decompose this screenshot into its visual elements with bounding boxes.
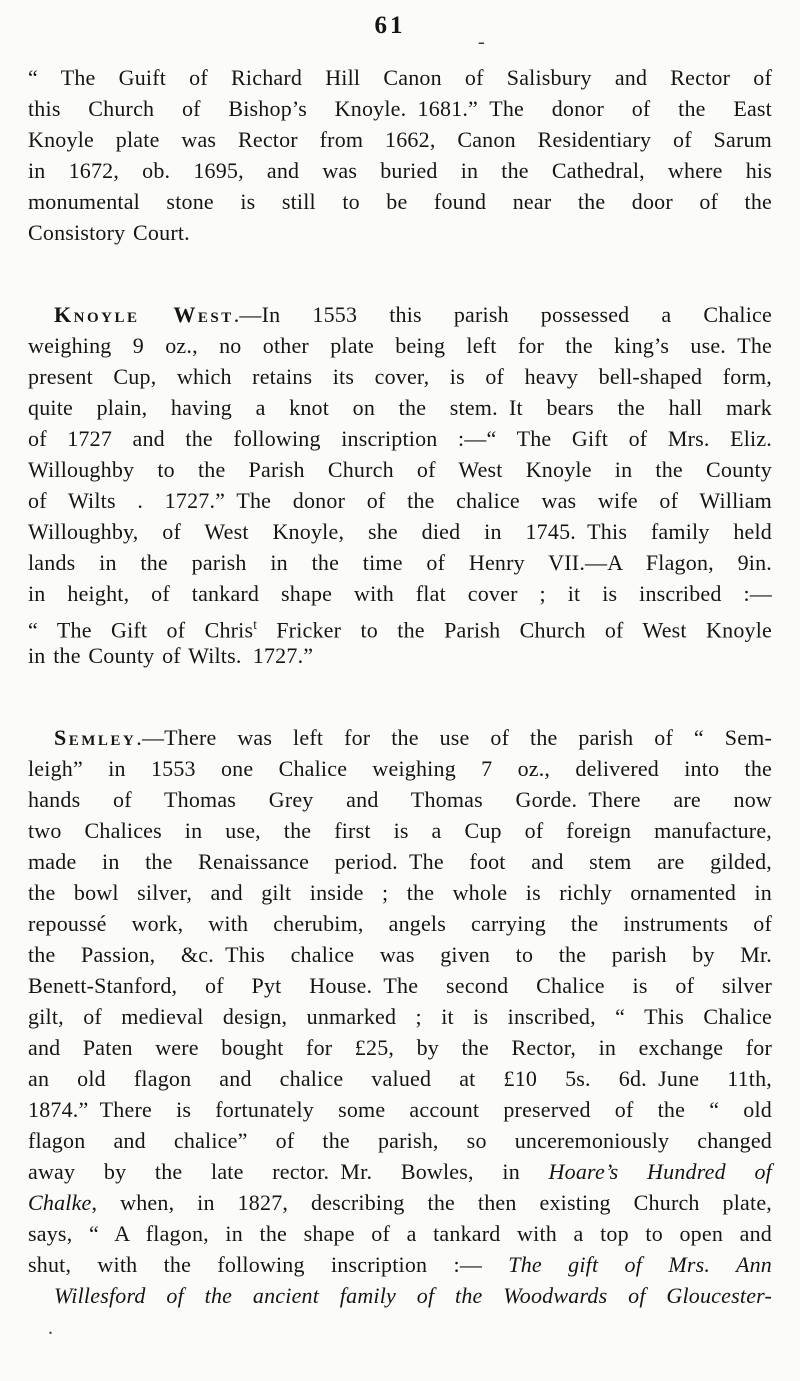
text-segment: gilt, of medieval design, unmarked ; it is inscribed, “ This Chalice xyxy=(28,1004,772,1029)
text-line xyxy=(28,609,773,643)
text-line xyxy=(28,1249,772,1280)
text-line xyxy=(28,722,772,753)
text-segment: made in the Renaissance period. The foot and stem are gilded, xyxy=(28,849,772,874)
text-segment: .—There was left for the use of the parish of “ Sem- xyxy=(136,725,772,750)
text-segment: two Chalices in use, the first is a Cup of foreign manufacture, xyxy=(28,818,772,843)
smallcaps-heading: Knoyle West xyxy=(54,302,234,327)
text-line xyxy=(28,970,772,1001)
text-segment: says, “ A flagon, in the shape of a tankard with a top to open and xyxy=(28,1221,772,1246)
text-block xyxy=(28,62,772,1311)
text-segment: the Passion, &c. This chalice was given to the parish by Mr. xyxy=(28,942,772,967)
text-segment: “ The Guift of Richard Hill Canon of Salisbury and Rector of xyxy=(28,65,772,90)
text-line xyxy=(28,423,772,454)
text-segment: this Church of Bishop’s Knoyle. 1681.” The donor of the East xyxy=(28,96,772,121)
text-segment: lands in the parish in the time of Henry VII.—A Flagon, 9in. xyxy=(28,550,772,575)
text-line xyxy=(28,62,772,93)
text-segment: monumental stone is still to be found near the door of the xyxy=(28,189,772,214)
paragraph xyxy=(28,722,772,1311)
text-line xyxy=(28,846,772,877)
text-segment: in 1672, ob. 1695, and was buried in the Cathedral, where his xyxy=(28,158,772,183)
text-line xyxy=(28,877,772,908)
italic-text: The gift of Mrs. Ann xyxy=(508,1252,772,1277)
text-line xyxy=(28,299,772,330)
text-line xyxy=(28,124,772,155)
text-line xyxy=(28,815,772,846)
text-line xyxy=(28,1094,772,1125)
text-segment: Fricker to the Parish Church of West Knoyle xyxy=(256,617,773,643)
text-line xyxy=(28,93,772,124)
text-segment: present Cup, which retains its cover, is of heavy bell-shaped form, xyxy=(28,364,772,389)
stray-dot-mark: . xyxy=(48,1317,53,1339)
superscript-text: t xyxy=(253,617,257,632)
text-segment: shut, with the following inscription :— xyxy=(28,1252,509,1277)
text-segment: away by the late rector. Mr. Bowles, in xyxy=(28,1159,549,1184)
text-line xyxy=(28,1280,772,1311)
text-line xyxy=(28,1032,772,1063)
italic-text: Hoare’s Hundred of xyxy=(548,1159,772,1184)
text-segment: , when, in 1827, describing the then existing Church plate, xyxy=(91,1190,772,1215)
text-segment: Knoyle plate was Rector from 1662, Canon Residentiary of Sarum xyxy=(28,127,772,152)
text-line xyxy=(28,485,772,516)
text-line xyxy=(28,939,772,970)
text-line xyxy=(28,784,772,815)
text-line xyxy=(28,155,772,186)
text-line xyxy=(28,516,772,547)
text-line xyxy=(28,578,772,609)
italic-text: Chalke xyxy=(28,1190,92,1215)
text-segment: Willoughby, of West Knoyle, she died in 1745. This family held xyxy=(28,519,772,544)
page-number: 61 xyxy=(374,12,406,39)
text-segment: of 1727 and the following inscription :—“ The Gift of Mrs. Eliz. xyxy=(28,426,772,451)
stray-dash-mark: - xyxy=(478,31,485,53)
text-line xyxy=(28,1156,772,1187)
text-line xyxy=(28,1218,772,1249)
text-segment: in the County of Wilts. 1727.” xyxy=(28,643,314,668)
text-segment: Benett-Stanford, of Pyt House. The second Chalice is of silver xyxy=(28,973,772,998)
text-segment: weighing 9 oz., no other plate being left for the king’s use. The xyxy=(28,333,772,358)
text-segment: “ The Gift of Chris xyxy=(28,617,254,643)
text-segment: in height, of tankard shape with flat cover ; it is inscribed :— xyxy=(28,581,772,606)
text-segment: Willoughby to the Parish Church of West Knoyle in the County xyxy=(28,457,772,482)
text-line xyxy=(28,1001,772,1032)
smallcaps-heading: Semley xyxy=(54,725,137,750)
text-segment: repoussé work, with cherubim, angels carrying the instruments of xyxy=(28,911,772,936)
text-segment: flagon and chalice” of the parish, so unceremoniously changed xyxy=(28,1128,772,1153)
text-line xyxy=(28,547,772,578)
italic-text: Willesford of the ancient family of the Woodwards of Gloucester- xyxy=(54,1283,772,1308)
text-segment: hands of Thomas Grey and Thomas Gorde. There are now xyxy=(28,787,772,812)
text-segment: an old flagon and chalice valued at £10 5s. 6d. June 11th, xyxy=(28,1066,772,1091)
text-segment: the bowl silver, and gilt inside ; the whole is richly ornamented in xyxy=(28,880,772,905)
text-segment: leigh” in 1553 one Chalice weighing 7 oz., delivered into the xyxy=(28,756,772,781)
text-line xyxy=(28,1187,772,1218)
text-segment: 1874.” There is fortunately some account preserved of the “ old xyxy=(28,1097,772,1122)
text-line xyxy=(28,217,772,248)
text-line xyxy=(28,330,772,361)
text-segment: Consistory Court. xyxy=(28,220,190,245)
text-line xyxy=(28,908,772,939)
text-line xyxy=(28,454,772,485)
text-line xyxy=(28,1063,772,1094)
text-line xyxy=(28,186,772,217)
text-line xyxy=(28,640,772,671)
text-line xyxy=(28,361,772,392)
text-line xyxy=(28,753,772,784)
text-line xyxy=(28,1125,772,1156)
text-segment: quite plain, having a knot on the stem. It bears the hall mark xyxy=(28,395,772,420)
paragraph xyxy=(28,299,772,671)
text-segment: of Wilts . 1727.” The donor of the chalice was wife of William xyxy=(28,488,772,513)
text-segment: and Paten were bought for £25, by the Rector, in exchange for xyxy=(28,1035,772,1060)
paragraph xyxy=(28,62,772,248)
text-segment: .—In 1553 this parish possessed a Chalice xyxy=(233,302,772,327)
text-line xyxy=(28,392,772,423)
